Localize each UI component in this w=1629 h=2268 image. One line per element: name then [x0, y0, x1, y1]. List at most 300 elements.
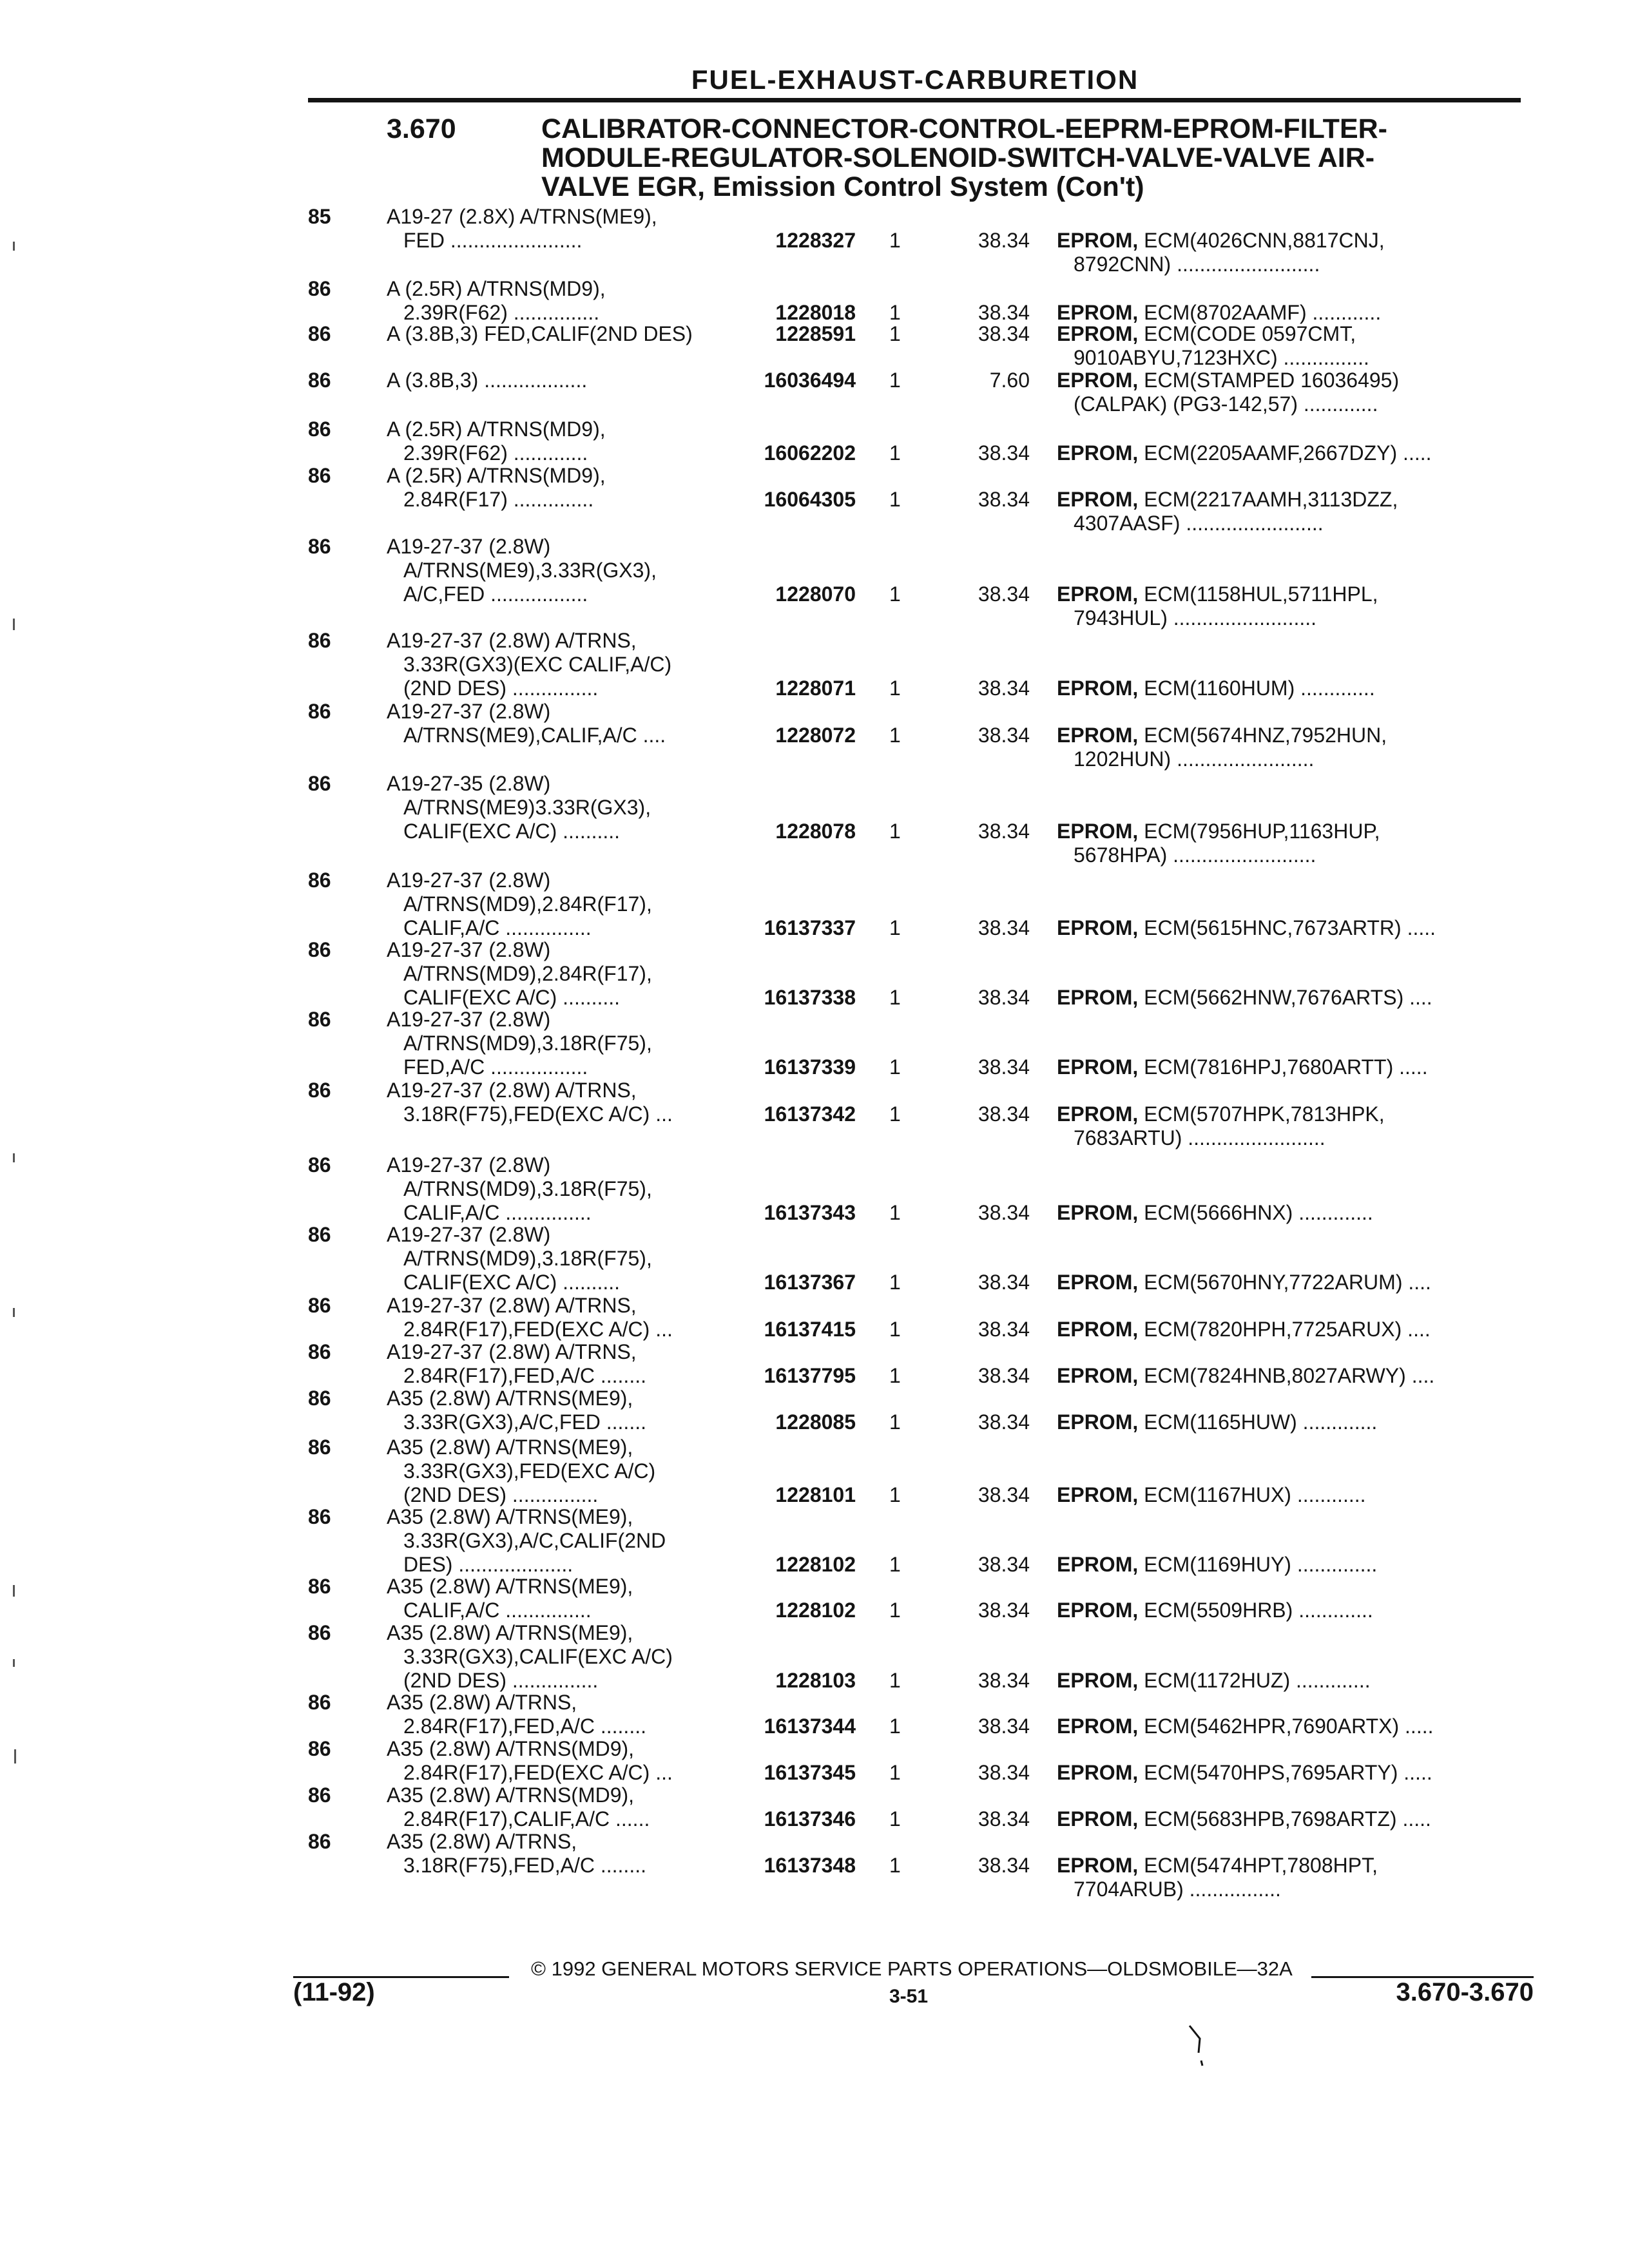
part-name-line: [1057, 322, 1521, 346]
part-name-line: [1057, 1761, 1521, 1785]
part-name: [1057, 724, 1521, 771]
usage-description: [387, 1079, 735, 1126]
model-year: 86: [308, 938, 331, 961]
part-name-line: [1057, 1055, 1521, 1079]
model-year: 86: [308, 1783, 331, 1807]
part-name-line: [1057, 488, 1521, 512]
part-name: [1057, 1807, 1521, 1831]
part-number: 16036494: [764, 369, 856, 392]
part-name-keyword: EPROM,: [1057, 1102, 1139, 1126]
usage-line: A19-27-37 (2.8W) A/TRNS,: [387, 1294, 637, 1317]
part-name-line: [1057, 1410, 1521, 1434]
part-name: [1057, 1201, 1521, 1225]
usage-line: 2.84R(F17),CALIF,A/C ......: [403, 1807, 650, 1831]
usage-line: A19-27-37 (2.8W) A/TRNS,: [387, 629, 637, 652]
usage-line: A/TRNS(ME9),CALIF,A/C ....: [403, 724, 666, 747]
usage-description: [387, 700, 735, 747]
quantity: 1: [889, 1201, 901, 1224]
pen-mark: [1186, 2023, 1211, 2068]
part-name: [1057, 301, 1521, 325]
usage-description: [387, 277, 735, 325]
model-year: 86: [308, 1575, 331, 1598]
part-name-keyword: EPROM,: [1057, 1410, 1139, 1434]
model-year: 86: [308, 277, 331, 300]
part-name-keyword: EPROM,: [1057, 1364, 1139, 1387]
price: 38.34: [978, 1410, 1030, 1434]
part-name-text: ECM(5670HNY,7722ARUM) ....: [1144, 1271, 1431, 1294]
usage-description: [387, 1153, 735, 1225]
part-name-text: ECM(5666HNX) .............: [1144, 1201, 1373, 1224]
usage-line: A (3.8B,3) ..................: [387, 369, 588, 392]
part-name-text: ECM(5683HPB,7698ARTZ) .....: [1144, 1807, 1431, 1831]
quantity: 1: [889, 1807, 901, 1831]
usage-line: A35 (2.8W) A/TRNS(ME9),: [387, 1621, 633, 1644]
usage-line: A19-27-37 (2.8W): [387, 869, 551, 892]
part-name-keyword: EPROM,: [1057, 369, 1139, 392]
part-name-line: [1057, 301, 1521, 325]
model-year: 86: [308, 1387, 331, 1410]
quantity: 1: [889, 1669, 901, 1692]
section-header: FUEL-EXHAUST-CARBURETION: [691, 64, 1139, 95]
part-name-keyword: EPROM,: [1057, 229, 1139, 252]
part-name: [1057, 441, 1521, 465]
part-name: [1057, 916, 1521, 940]
quantity: 1: [889, 1102, 901, 1126]
price: 38.34: [978, 724, 1030, 747]
usage-line: A19-27 (2.8X) A/TRNS(ME9),: [387, 205, 657, 228]
part-name-keyword: EPROM,: [1057, 1055, 1139, 1079]
part-name-line: [1057, 1102, 1521, 1126]
part-number: 16137345: [764, 1761, 856, 1784]
quantity: 1: [889, 1055, 901, 1079]
part-name-text: ECM(1165HUW) .............: [1144, 1410, 1378, 1434]
usage-line: A19-27-37 (2.8W): [387, 938, 551, 961]
model-year: 86: [308, 1436, 331, 1459]
model-year: 85: [308, 205, 331, 228]
usage-line: A19-27-35 (2.8W): [387, 772, 551, 795]
usage-description: [387, 1340, 735, 1388]
usage-description: [387, 418, 735, 465]
part-name: [1057, 1271, 1521, 1294]
usage-line: A/TRNS(MD9),2.84R(F17),: [403, 892, 652, 916]
part-number: 1228071: [775, 677, 856, 700]
model-year: 86: [308, 1621, 331, 1644]
part-name-line: [1057, 1715, 1521, 1738]
model-year: 86: [308, 700, 331, 723]
quantity: 1: [889, 1271, 901, 1294]
part-name: [1057, 229, 1521, 276]
part-name-line: 4307AASF) ........................: [1074, 512, 1324, 535]
part-name: [1057, 1055, 1521, 1079]
usage-line: A/TRNS(ME9),3.33R(GX3),: [403, 559, 657, 582]
part-name-text: ECM(1169HUY) ..............: [1144, 1553, 1378, 1576]
model-year: 86: [308, 1153, 331, 1177]
usage-line: 3.33R(GX3)(EXC CALIF,A/C): [403, 653, 672, 676]
quantity: 1: [889, 1599, 901, 1622]
model-year: 86: [308, 629, 331, 652]
part-name: [1057, 488, 1521, 535]
usage-line: A/TRNS(ME9)3.33R(GX3),: [403, 796, 651, 819]
part-name: [1057, 1410, 1521, 1434]
usage-line: A/TRNS(MD9),3.18R(F75),: [403, 1247, 652, 1270]
part-name-line: 7943HUL) .........................: [1074, 606, 1317, 629]
model-year: 86: [308, 369, 331, 392]
part-name: [1057, 986, 1521, 1010]
section-range: 3.670-3.670: [1396, 1978, 1534, 2006]
usage-line: CALIF,A/C ...............: [403, 1599, 592, 1622]
part-number: 16137339: [764, 1055, 856, 1079]
part-name-keyword: EPROM,: [1057, 441, 1139, 465]
part-name-keyword: EPROM,: [1057, 1201, 1139, 1224]
price: 38.34: [978, 1599, 1030, 1622]
part-name: [1057, 1364, 1521, 1388]
usage-description: [387, 1783, 735, 1831]
part-number: 1228102: [775, 1553, 856, 1576]
part-name-keyword: EPROM,: [1057, 1318, 1139, 1341]
part-name-line: 8792CNN) .........................: [1074, 253, 1320, 276]
part-name-line: [1057, 724, 1521, 747]
usage-line: 3.33R(GX3),A/C,CALIF(2ND: [403, 1529, 666, 1552]
quantity: 1: [889, 441, 901, 465]
usage-line: A/TRNS(MD9),3.18R(F75),: [403, 1032, 652, 1055]
usage-description: [387, 1691, 735, 1738]
quantity: 1: [889, 582, 901, 606]
part-name: [1057, 1854, 1521, 1901]
price: 38.34: [978, 488, 1030, 511]
part-number: 16137338: [764, 986, 856, 1009]
usage-description: [387, 1436, 735, 1507]
part-name: [1057, 1483, 1521, 1507]
margin-mark: [13, 1153, 15, 1162]
model-year: 86: [308, 1294, 331, 1317]
usage-line: A (2.5R) A/TRNS(MD9),: [387, 277, 606, 300]
part-name-text: ECM(7816HPJ,7680ARTT) .....: [1144, 1055, 1428, 1079]
price: 38.34: [978, 229, 1030, 252]
quantity: 1: [889, 1483, 901, 1506]
part-number: 1228018: [775, 301, 856, 324]
part-number: 16137346: [764, 1807, 856, 1831]
usage-line: 3.18R(F75),FED,A/C ........: [403, 1854, 646, 1877]
part-name-line: 7704ARUB) ................: [1074, 1878, 1281, 1901]
price: 38.34: [978, 1483, 1030, 1506]
part-name: [1057, 1715, 1521, 1738]
part-name-line: [1057, 916, 1521, 940]
part-name-text: ECM(7824HNB,8027ARWY) ....: [1144, 1364, 1435, 1387]
usage-line: FED,A/C .................: [403, 1055, 588, 1079]
quantity: 1: [889, 1761, 901, 1784]
model-year: 86: [308, 1737, 331, 1760]
part-name: [1057, 369, 1521, 416]
part-name-line: [1057, 1553, 1521, 1577]
usage-description: [387, 205, 735, 253]
usage-line: 3.18R(F75),FED(EXC A/C) ...: [403, 1102, 673, 1126]
part-number: 1228591: [775, 322, 856, 345]
usage-line: A/C,FED .................: [403, 582, 588, 606]
usage-description: [387, 629, 735, 700]
part-number: 16137342: [764, 1102, 856, 1126]
usage-line: 3.33R(GX3),FED(EXC A/C): [403, 1459, 656, 1483]
part-name-line: 9010ABYU,7123HXC) ...............: [1074, 346, 1369, 369]
usage-line: A35 (2.8W) A/TRNS,: [387, 1830, 577, 1853]
usage-line: A19-27-37 (2.8W): [387, 1223, 551, 1246]
usage-line: A35 (2.8W) A/TRNS(ME9),: [387, 1436, 633, 1459]
part-name-text: ECM(CODE 0597CMT,: [1144, 322, 1356, 345]
price: 38.34: [978, 1854, 1030, 1877]
part-name-line: [1057, 1271, 1521, 1294]
part-name-text: ECM(5462HPR,7690ARTX) .....: [1144, 1715, 1434, 1738]
part-name-line: [1057, 369, 1521, 392]
part-name-text: ECM(2217AAMH,3113DZZ,: [1144, 488, 1398, 511]
part-number: 1228078: [775, 820, 856, 843]
section-title-lines: [541, 115, 1521, 202]
part-number: 16137795: [764, 1364, 856, 1387]
part-name-text: ECM(4026CNN,8817CNJ,: [1144, 229, 1385, 252]
part-name: [1057, 1318, 1521, 1341]
usage-line: A (2.5R) A/TRNS(MD9),: [387, 418, 606, 441]
usage-line: 2.84R(F17),FED,A/C ........: [403, 1364, 646, 1387]
part-name-line: [1057, 1483, 1521, 1507]
usage-description: [387, 369, 735, 392]
part-name: [1057, 1553, 1521, 1577]
part-name: [1057, 1102, 1521, 1150]
quantity: 1: [889, 1553, 901, 1576]
part-number: 16137344: [764, 1715, 856, 1738]
part-name-line: (CALPAK) (PG3-142,57) .............: [1074, 392, 1378, 416]
price: 7.60: [989, 369, 1030, 392]
quantity: 1: [889, 724, 901, 747]
part-name-text: ECM(5662HNW,7676ARTS) ....: [1144, 986, 1432, 1009]
part-number: 16137337: [764, 916, 856, 939]
usage-line: (2ND DES) ...............: [403, 1669, 599, 1692]
usage-line: A19-27-37 (2.8W): [387, 1153, 551, 1177]
part-name: [1057, 820, 1521, 867]
quantity: 1: [889, 820, 901, 843]
price: 38.34: [978, 1318, 1030, 1341]
usage-line: A19-27-37 (2.8W): [387, 700, 551, 723]
part-number: 16062202: [764, 441, 856, 465]
model-year: 86: [308, 1505, 331, 1528]
usage-line: CALIF,A/C ...............: [403, 916, 592, 939]
part-name-keyword: EPROM,: [1057, 986, 1139, 1009]
usage-description: [387, 322, 735, 346]
part-name-text: ECM(5615HNC,7673ARTR) .....: [1144, 916, 1436, 939]
usage-line: A19-27-37 (2.8W) A/TRNS,: [387, 1340, 637, 1363]
part-number: 1228085: [775, 1410, 856, 1434]
part-name-text: ECM(2205AAMF,2667DZY) .....: [1144, 441, 1432, 465]
part-name-keyword: EPROM,: [1057, 820, 1139, 843]
usage-line: 3.33R(GX3),A/C,FED .......: [403, 1410, 646, 1434]
usage-description: [387, 1830, 735, 1878]
part-name-keyword: EPROM,: [1057, 582, 1139, 606]
usage-description: [387, 1294, 735, 1341]
part-name-keyword: EPROM,: [1057, 1553, 1139, 1576]
price: 38.34: [978, 1102, 1030, 1126]
price: 38.34: [978, 582, 1030, 606]
usage-line: CALIF,A/C ...............: [403, 1201, 592, 1224]
usage-description: [387, 1223, 735, 1294]
usage-line: FED .......................: [403, 229, 583, 252]
part-name-keyword: EPROM,: [1057, 1761, 1139, 1784]
model-year: 86: [308, 535, 331, 558]
usage-line: A35 (2.8W) A/TRNS(ME9),: [387, 1575, 633, 1598]
usage-line: A35 (2.8W) A/TRNS(MD9),: [387, 1737, 635, 1760]
usage-line: A35 (2.8W) A/TRNS,: [387, 1691, 577, 1714]
price: 38.34: [978, 1715, 1030, 1738]
part-name-text: ECM(STAMPED 16036495): [1144, 369, 1400, 392]
usage-line: 2.84R(F17),FED(EXC A/C) ...: [403, 1761, 673, 1784]
part-number: 16064305: [764, 488, 856, 511]
usage-description: [387, 1737, 735, 1785]
part-name-line: 1202HUN) ........................: [1074, 747, 1315, 771]
part-name-keyword: EPROM,: [1057, 1807, 1139, 1831]
part-name: [1057, 582, 1521, 630]
usage-line: (2ND DES) ...............: [403, 1483, 599, 1506]
part-name-line: [1057, 1364, 1521, 1388]
usage-line: A/TRNS(MD9),2.84R(F17),: [403, 962, 652, 985]
usage-line: 2.39R(F62) .............: [403, 441, 588, 465]
part-name-keyword: EPROM,: [1057, 1854, 1139, 1877]
price: 38.34: [978, 1669, 1030, 1692]
section-title-line: CALIBRATOR-CONNECTOR-CONTROL-EEPRM-EPROM-FILTER-: [541, 113, 1387, 144]
usage-description: [387, 535, 735, 606]
part-name-text: ECM(1167HUX) ............: [1144, 1483, 1366, 1506]
usage-description: [387, 1575, 735, 1622]
usage-description: [387, 464, 735, 512]
usage-description: [387, 938, 735, 1010]
usage-line: 2.39R(F62) ...............: [403, 301, 600, 324]
part-number: 1228070: [775, 582, 856, 606]
price: 38.34: [978, 820, 1030, 843]
usage-line: CALIF(EXC A/C) ..........: [403, 1271, 621, 1294]
part-name-keyword: EPROM,: [1057, 916, 1139, 939]
part-name-keyword: EPROM,: [1057, 1715, 1139, 1738]
part-name-text: ECM(5674HNZ,7952HUN,: [1144, 724, 1387, 747]
usage-line: A/TRNS(MD9),3.18R(F75),: [403, 1177, 652, 1200]
usage-line: A19-27-37 (2.8W) A/TRNS,: [387, 1079, 637, 1102]
part-name-line: [1057, 1669, 1521, 1693]
quantity: 1: [889, 1318, 901, 1341]
section-title-line: MODULE-REGULATOR-SOLENOID-SWITCH-VALVE-VALVE AIR-: [541, 142, 1375, 173]
part-name-keyword: EPROM,: [1057, 322, 1139, 345]
copyright-notice: © 1992 GENERAL MOTORS SERVICE PARTS OPERATIONS—OLDSMOBILE—32A: [531, 1957, 1293, 1980]
part-number: 1228072: [775, 724, 856, 747]
part-name-text: ECM(1172HUZ) .............: [1144, 1669, 1371, 1692]
model-year: 86: [308, 1691, 331, 1714]
part-name-keyword: EPROM,: [1057, 301, 1139, 324]
model-year: 86: [308, 1340, 331, 1363]
part-number: 16137367: [764, 1271, 856, 1294]
usage-description: [387, 772, 735, 843]
quantity: 1: [889, 677, 901, 700]
usage-line: A35 (2.8W) A/TRNS(ME9),: [387, 1387, 633, 1410]
model-year: 86: [308, 1223, 331, 1246]
margin-mark: [13, 619, 15, 630]
quantity: 1: [889, 1715, 901, 1738]
model-year: 86: [308, 869, 331, 892]
usage-line: A35 (2.8W) A/TRNS(MD9),: [387, 1783, 635, 1807]
part-number: 16137348: [764, 1854, 856, 1877]
model-year: 86: [308, 1008, 331, 1031]
price: 38.34: [978, 301, 1030, 324]
part-name-line: 7683ARTU) ........................: [1074, 1126, 1325, 1149]
part-name-line: [1057, 820, 1521, 843]
quantity: 1: [889, 916, 901, 939]
part-name-keyword: EPROM,: [1057, 1669, 1139, 1692]
part-number: 16137343: [764, 1201, 856, 1224]
part-name-keyword: EPROM,: [1057, 724, 1139, 747]
quantity: 1: [889, 1410, 901, 1434]
usage-line: 3.33R(GX3),CALIF(EXC A/C): [403, 1645, 673, 1668]
usage-line: DES) ....................: [403, 1553, 574, 1576]
usage-line: CALIF(EXC A/C) ..........: [403, 986, 621, 1009]
model-year: 86: [308, 322, 331, 345]
page-number: 3-51: [889, 1986, 929, 2007]
quantity: 1: [889, 1364, 901, 1387]
part-name-line: [1057, 986, 1521, 1010]
part-name-keyword: EPROM,: [1057, 1599, 1139, 1622]
margin-mark: [13, 1308, 15, 1317]
price: 38.34: [978, 1271, 1030, 1294]
quantity: 1: [889, 369, 901, 392]
part-name-line: [1057, 1807, 1521, 1831]
price: 38.34: [978, 916, 1030, 939]
header-rule: [308, 98, 1521, 102]
model-year: 86: [308, 418, 331, 441]
part-name: [1057, 1669, 1521, 1693]
usage-line: (2ND DES) ...............: [403, 677, 599, 700]
model-year: 86: [308, 1079, 331, 1102]
price: 38.34: [978, 1807, 1030, 1831]
usage-line: A19-27-37 (2.8W): [387, 1008, 551, 1031]
usage-line: CALIF(EXC A/C) ..........: [403, 820, 621, 843]
quantity: 1: [889, 322, 901, 345]
usage-description: [387, 1621, 735, 1693]
part-number: 1228101: [775, 1483, 856, 1506]
quantity: 1: [889, 986, 901, 1009]
usage-line: 2.84R(F17),FED(EXC A/C) ...: [403, 1318, 673, 1341]
part-name-line: 5678HPA) .........................: [1074, 843, 1316, 867]
usage-line: A19-27-37 (2.8W): [387, 535, 551, 558]
part-name-text: ECM(5474HPT,7808HPT,: [1144, 1854, 1378, 1877]
usage-line: A35 (2.8W) A/TRNS(ME9),: [387, 1505, 633, 1528]
margin-mark: [13, 1659, 15, 1667]
price: 38.34: [978, 1364, 1030, 1387]
part-name-line: [1057, 1201, 1521, 1225]
part-name: [1057, 1599, 1521, 1622]
model-year: 86: [308, 464, 331, 487]
quantity: 1: [889, 488, 901, 511]
margin-mark: [13, 1585, 15, 1597]
part-name-line: [1057, 582, 1521, 606]
section-title-line: VALVE EGR, Emission Control System (Con't): [541, 171, 1144, 202]
price: 38.34: [978, 677, 1030, 700]
part-number: 1228327: [775, 229, 856, 252]
part-name-line: [1057, 441, 1521, 465]
model-year: 86: [308, 1830, 331, 1853]
part-name: [1057, 1761, 1521, 1785]
part-name-text: ECM(1160HUM) .............: [1144, 677, 1375, 700]
part-name-text: ECM(8702AAMF) ............: [1144, 301, 1382, 324]
price: 38.34: [978, 1761, 1030, 1784]
part-number: 1228102: [775, 1599, 856, 1622]
model-year: 86: [308, 772, 331, 795]
part-name-keyword: EPROM,: [1057, 1271, 1139, 1294]
part-name-text: ECM(7956HUP,1163HUP,: [1144, 820, 1380, 843]
part-name-text: ECM(5509HRB) .............: [1144, 1599, 1373, 1622]
part-name-line: [1057, 1854, 1521, 1878]
part-name-keyword: EPROM,: [1057, 488, 1139, 511]
quantity: 1: [889, 229, 901, 252]
